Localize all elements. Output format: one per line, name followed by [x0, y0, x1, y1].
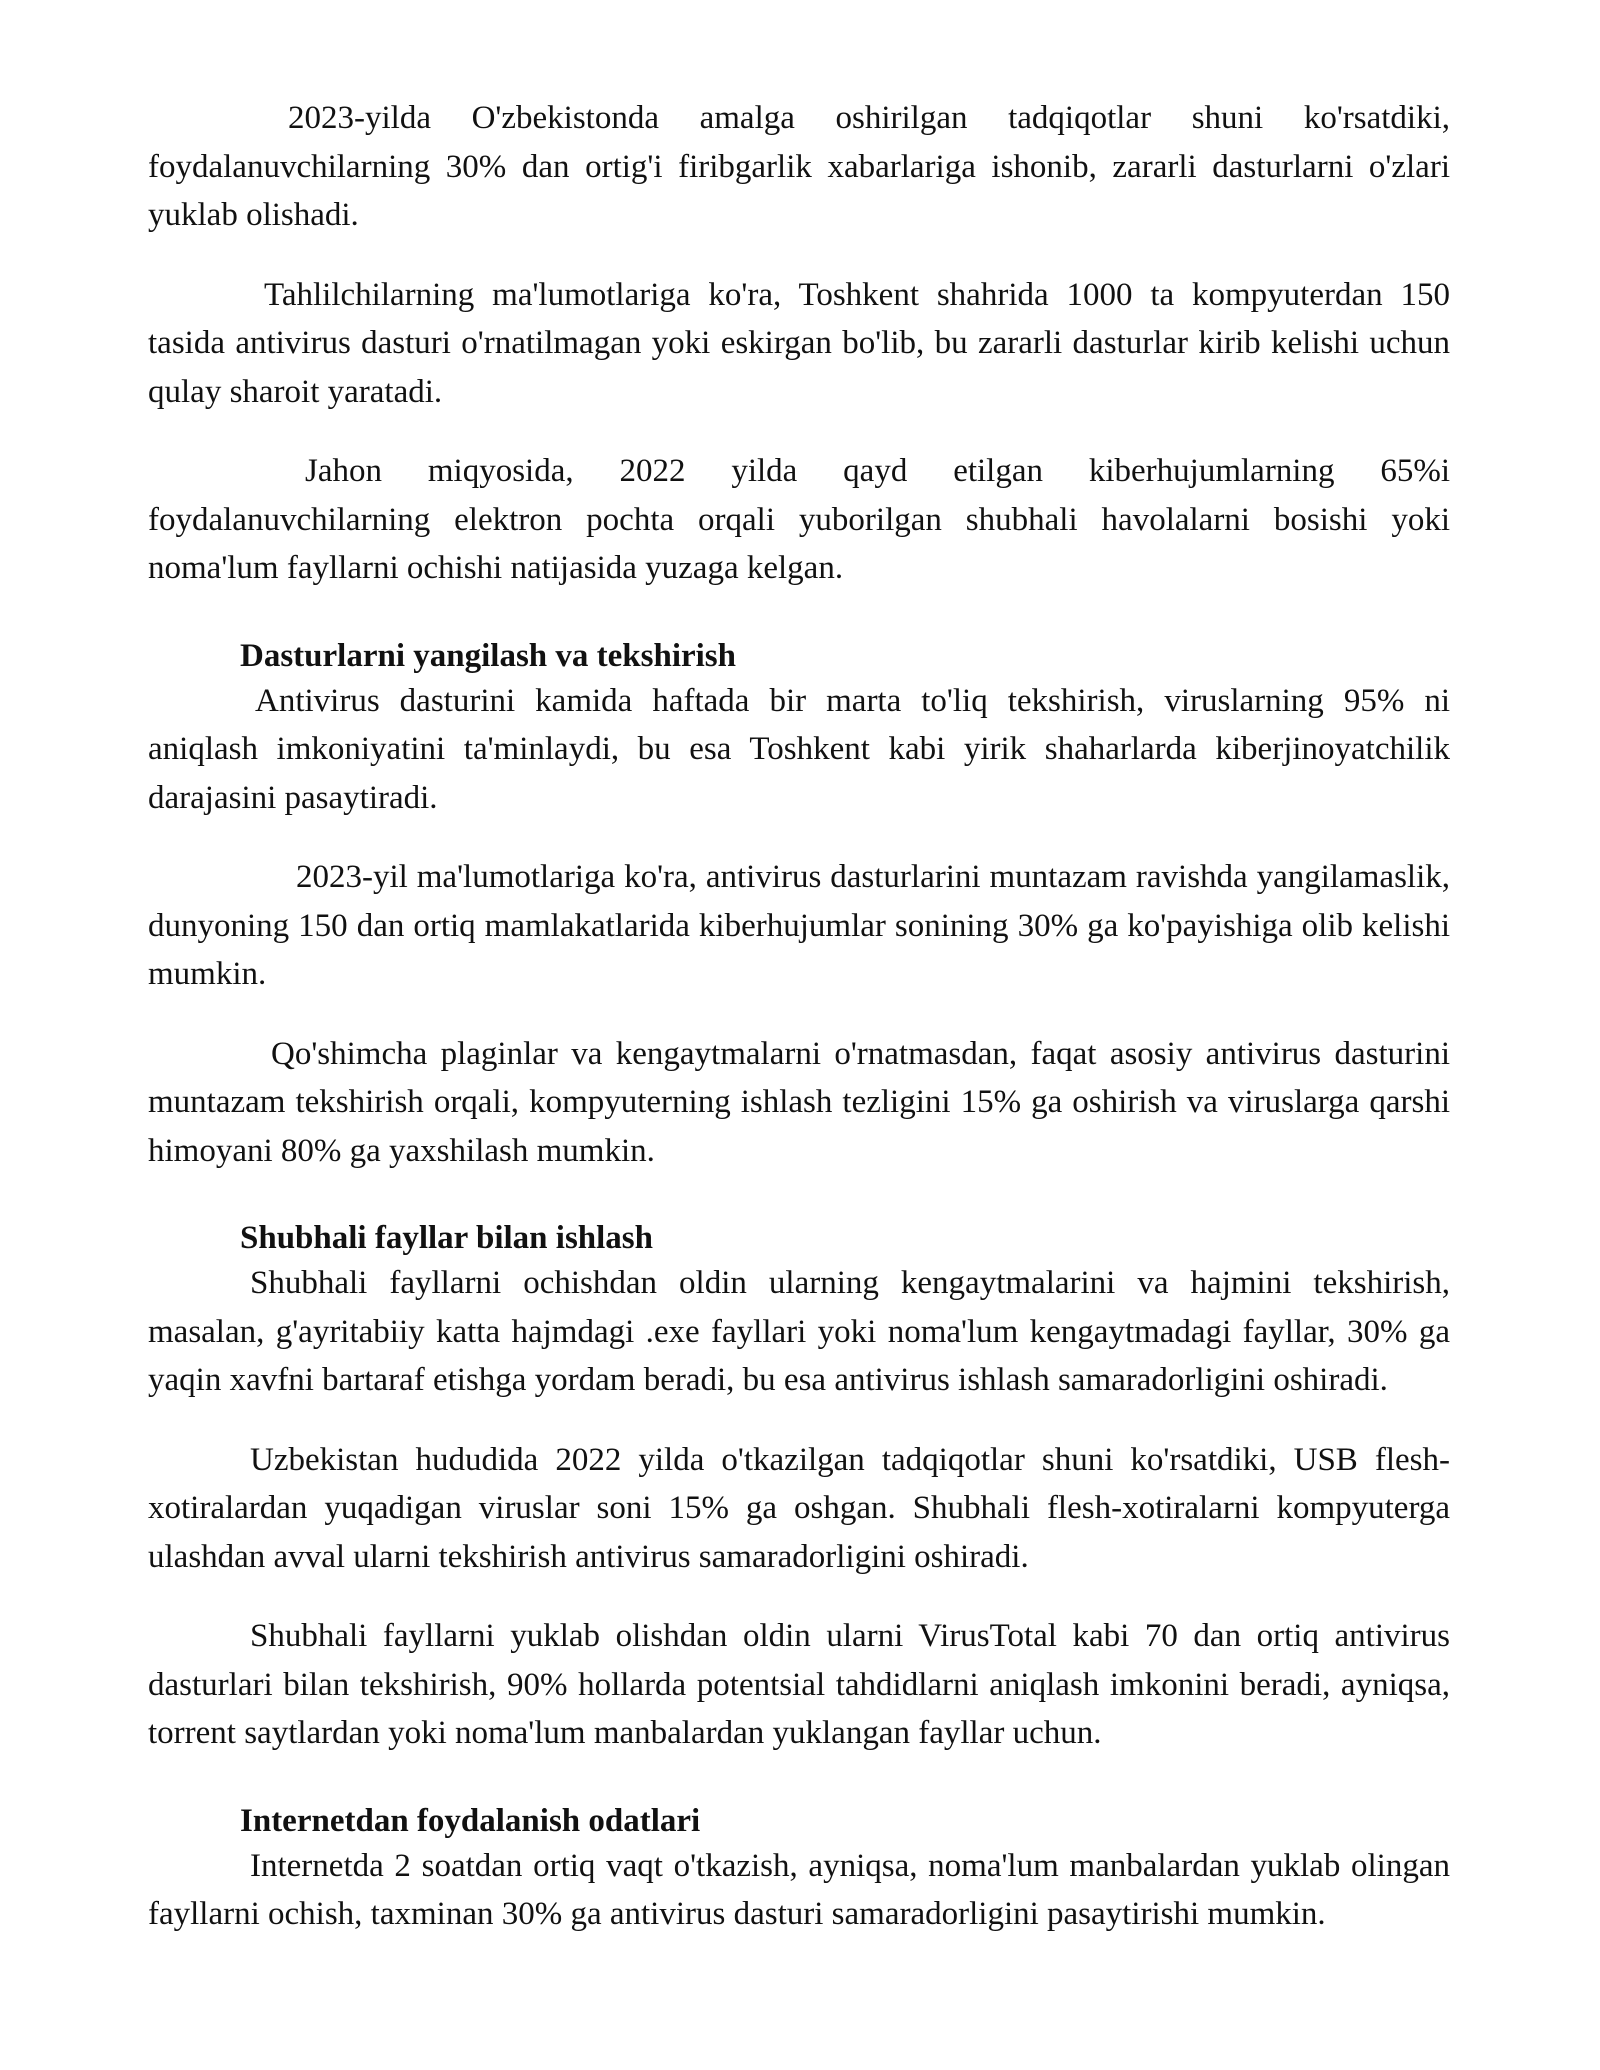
section-heading-internet-habits: Internetdan foydalanish odatlari [240, 1802, 701, 1839]
section1-paragraph-1: Antivirus dasturini kamida haftada bir marta to'liq tekshirish, viruslarning 95% ni aniqlash imkoniyatini ta'minlaydi, bu esa Toshkent kabi yirik shaharlarda kiberjinoyatchilik darajasini pasaytiradi. [148, 682, 1450, 816]
section2-paragraph-1: Shubhali fayllarni ochishdan oldin ularning kengaytmalarini va hajmini tekshirish, masalan, g'ayritabiiy katta hajmdagi .exe fayllari yoki noma'lum kengaytmadagi fayllar, 30% ga yaqin xavfni bartaraf etishga yordam beradi, bu esa antivirus ishlash samaradorligini oshiradi. [148, 1265, 1450, 1398]
section-heading-software-updates: Dasturlarni yangilash va tekshirish [240, 637, 736, 674]
intro-paragraph-3: Jahon miqyosida, 2022 yilda qayd etilgan kiberhujumlarning 65%i foydalanuvchilarning elektron pochta orqali yuborilgan shubhali havolalarni bosishi yoki noma'lum fayllarni ochishi natijasida yuzaga kelgan. [148, 453, 1450, 586]
section1-paragraph-2: 2023-yil ma'lumotlariga ko'ra, antivirus dasturlarini muntazam ravishda yangilamaslik, dunyoning 150 dan ortiq mamlakatlarida kiberhujumlar sonining 30% ga ko'payishiga olib kelishi mumkin. [148, 859, 1450, 992]
section1-paragraph-3: Qo'shimcha plaginlar va kengaytmalarni o'rnatmasdan, faqat asosiy antivirus dasturini muntazam tekshirish orqali, kompyuterning ishlash tezligini 15% ga oshirish va viruslarga qarshi himoyani 80% ga yaxshilash mumkin. [148, 1035, 1450, 1169]
intro-paragraph-1: 2023-yilda O'zbekistonda amalga oshirilgan tadqiqotlar shuni ko'rsatdiki, foydalanuvchilarning 30% dan ortig'i firibgarlik xabarlariga ishonib, zararli dasturlarni o'zlari yuklab olishadi. [148, 100, 1450, 233]
section2-paragraph-2: Uzbekistan hududida 2022 yilda o'tkazilgan tadqiqotlar shuni ko'rsatdiki, USB flesh-xotiralardan yuqadigan viruslar soni 15% ga oshgan. Shubhali flesh-xotiralarni kompyuterga ulashdan avval ularni tekshirish antivirus samaradorligini oshiradi. [148, 1441, 1450, 1575]
section3-paragraph-1: Internetda 2 soatdan ortiq vaqt o'tkazish, ayniqsa, noma'lum manbalardan yuklab olingan fayllarni ochish, taxminan 30% ga antivirus dasturi samaradorligini pasaytirishi mumkin. [148, 1847, 1450, 1932]
section2-paragraph-3: Shubhali fayllarni yuklab olishdan oldin ularni VirusTotal kabi 70 dan ortiq antivirus dasturlari bilan tekshirish, 90% hollarda potentsial tahdidlarni aniqlash imkonini beradi, ayniqsa, torrent saytlardan yoki noma'lum manbalardan yuklangan fayllar uchun. [148, 1618, 1450, 1751]
intro-paragraph-2: Tahlilchilarning ma'lumotlariga ko'ra, Toshkent shahrida 1000 ta kompyuterdan 150 tasida antivirus dasturi o'rnatilmagan yoki eskirgan bo'lib, bu zararli dasturlar kirib kelishi uchun qulay sharoit yaratadi. [148, 276, 1450, 410]
document-page [148, 94, 1450, 1939]
section-heading-suspicious-files: Shubhali fayllar bilan ishlash [240, 1220, 653, 1256]
